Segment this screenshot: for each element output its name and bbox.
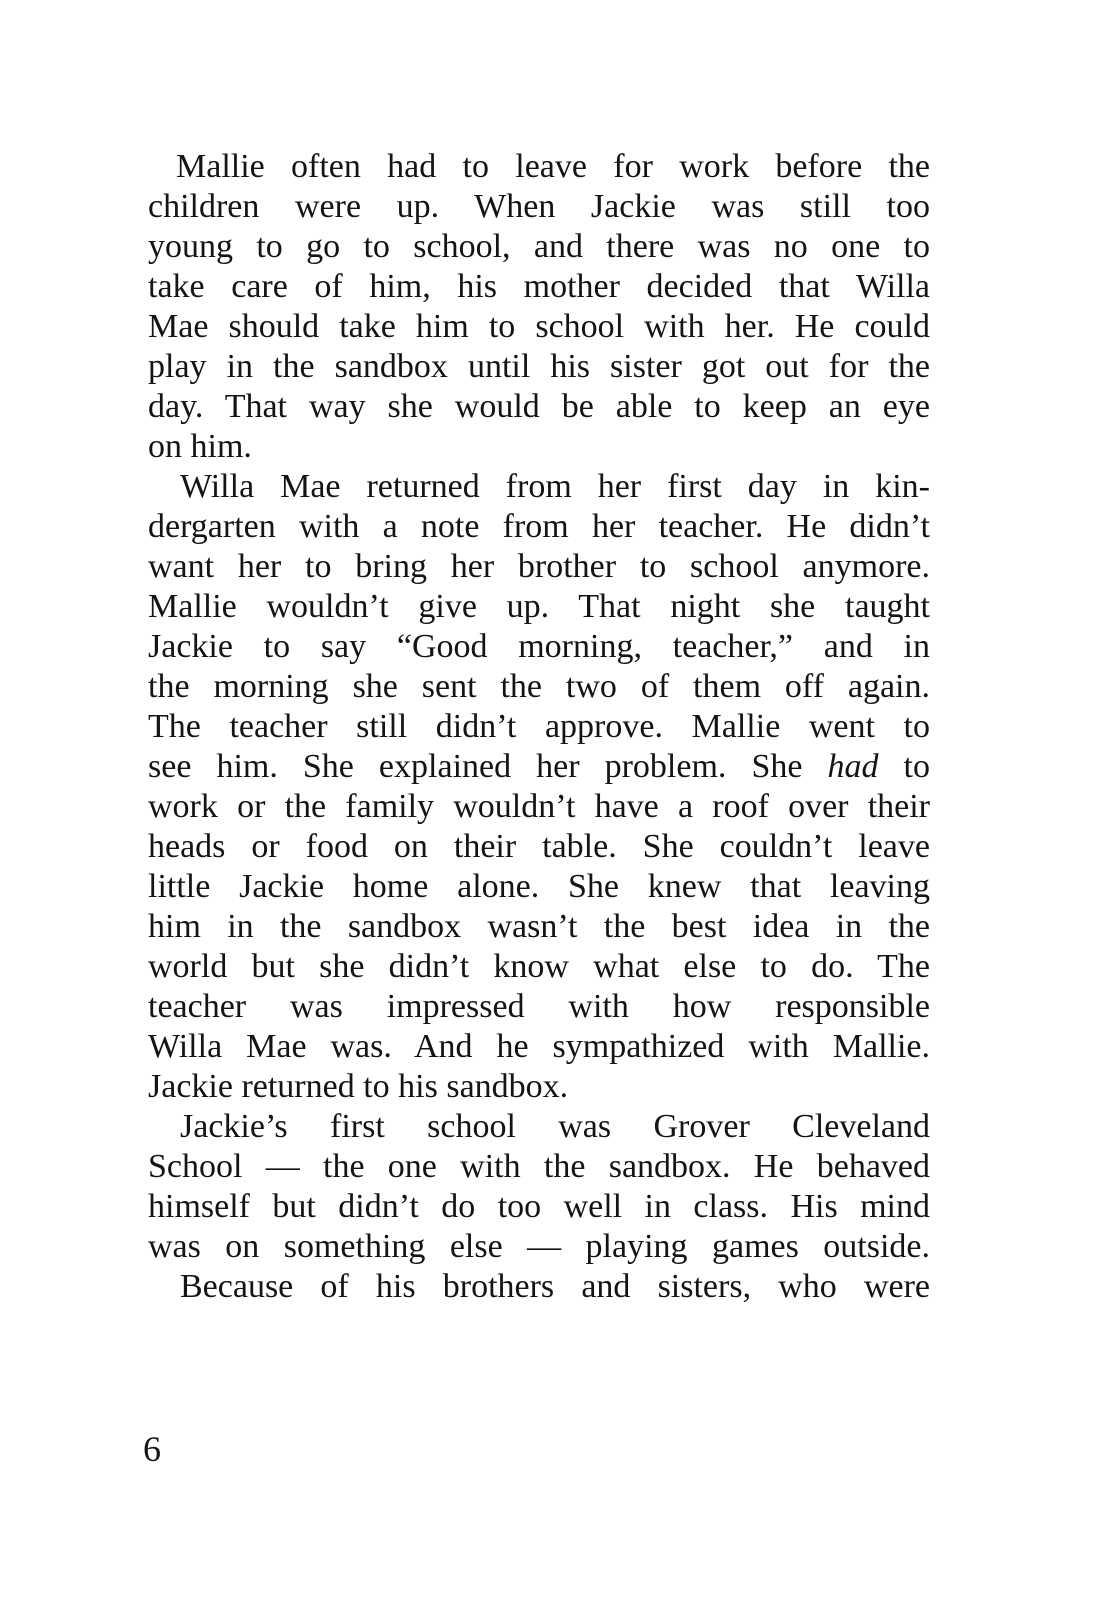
text-line: The teacher still didn’t approve. Mallie went to [148, 708, 930, 745]
text-line: Willa Mae was. And he sympathized with Mallie. [148, 1028, 930, 1065]
text-segment: see him. She explained her problem. She [148, 748, 828, 785]
text-line: little Jackie home alone. She knew that leaving [148, 868, 930, 905]
text-line: Because of his brothers and sisters, who were [180, 1268, 930, 1305]
text-line: want her to bring her brother to school anymore. [148, 548, 930, 585]
text-line: himself but didn’t do too well in class. His mind [148, 1188, 930, 1225]
text-line: heads or food on their table. She couldn’t leave [148, 828, 930, 865]
text-line: Mallie often had to leave for work before the [176, 148, 930, 185]
text-line: on him. [148, 428, 252, 465]
text-line: take care of him, his mother decided that Willa [148, 268, 930, 305]
text-line [148, 747, 930, 787]
page-number: 6 [143, 1429, 161, 1469]
body-text [148, 147, 930, 1307]
text-line: Jackie’s first school was Grover Cleveland [180, 1108, 930, 1145]
text-line: him in the sandbox wasn’t the best idea in the [148, 908, 930, 945]
text-line: School — the one with the sandbox. He behaved [148, 1148, 930, 1185]
text-line: children were up. When Jackie was still too [148, 188, 930, 225]
text-line: was on something else — playing games outside. [148, 1228, 930, 1265]
text-line: world but she didn’t know what else to do. The [148, 948, 930, 985]
text-line: the morning she sent the two of them off again. [148, 668, 930, 705]
text-line: Mae should take him to school with her. He could [148, 308, 930, 345]
text-line: Willa Mae returned from her first day in kin- [180, 468, 930, 505]
text-line: day. That way she would be able to keep an eye [148, 388, 930, 425]
text-line: play in the sandbox until his sister got out for the [148, 348, 930, 385]
text-line: Mallie wouldn’t give up. That night she taught [148, 588, 930, 625]
text-line: teacher was impressed with how responsible [148, 988, 930, 1025]
text-line: young to go to school, and there was no one to [148, 228, 930, 265]
italic-word: had [827, 748, 879, 785]
text-line: dergarten with a note from her teacher. He didn’t [148, 508, 930, 545]
text-line: Jackie to say “Good morning, teacher,” and in [148, 628, 930, 665]
text-line: Jackie returned to his sandbox. [148, 1068, 569, 1105]
text-line: work or the family wouldn’t have a roof over their [148, 788, 930, 825]
text-segment: to [878, 748, 930, 785]
